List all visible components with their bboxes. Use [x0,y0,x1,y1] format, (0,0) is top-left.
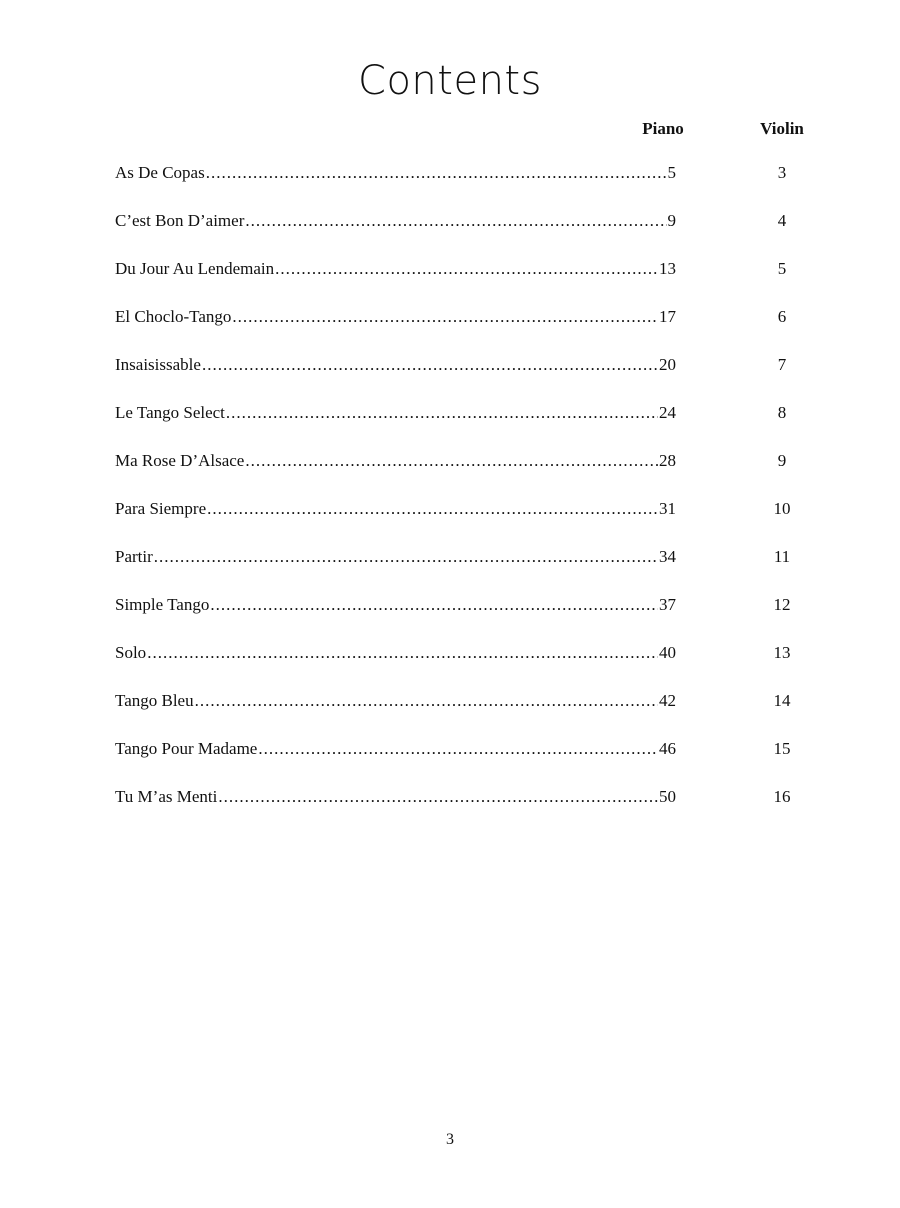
dot-leader [218,786,658,808]
dot-leader [210,594,658,616]
toc-entry [115,210,815,258]
toc-entry-violin-page: 13 [773,643,791,662]
toc-entry-violin-page: 3 [777,163,787,182]
dot-leader [275,258,658,280]
toc-entry-violin-page: 12 [773,595,791,614]
toc-entry-leader [115,690,676,712]
toc-entry [115,690,815,738]
toc-entry [115,402,815,450]
toc-entry-piano-page: 50 [659,787,676,806]
toc-entry-violin-page: 16 [773,787,791,806]
toc-entry-title: Ma Rose D’Alsace [115,451,245,470]
page-number: 3 [446,1131,454,1148]
toc-entry-piano-page: 5 [667,163,676,182]
toc-entry-piano-page: 13 [659,259,676,278]
toc-entry [115,258,815,306]
toc-entry [115,738,815,786]
toc-entry-leader [115,306,676,328]
column-header-piano: Piano [642,119,684,138]
toc-entry-piano-page: 46 [659,739,676,758]
dot-leader [147,642,658,664]
toc-entry [115,450,815,498]
dot-leader [202,354,658,376]
toc-entry-leader [115,546,676,568]
toc-entry-title: El Choclo-Tango [115,307,232,326]
toc-entry [115,642,815,690]
dot-leader [207,498,658,520]
toc-entry [115,498,815,546]
toc-entry-title: Du Jour Au Lendemain [115,259,275,278]
toc-entry-piano-page: 31 [659,499,676,518]
toc-entry-violin-page: 10 [773,499,791,518]
toc-entry-title: Le Tango Select [115,403,225,422]
toc-entry-piano-page: 42 [659,691,676,710]
toc-entry-title: Simple Tango [115,595,210,614]
toc-entry-piano-page: 37 [659,595,676,614]
toc-entry-title: Para Siempre [115,499,207,518]
toc-entry-leader [115,786,676,808]
toc-entry-violin-page: 11 [773,547,791,566]
toc-entry-piano-page: 9 [667,211,676,230]
toc-entry-violin-page: 5 [777,259,787,278]
toc-entry-piano-page: 40 [659,643,676,662]
toc-entry-violin-page: 15 [773,739,791,758]
toc-entry-leader [115,450,676,472]
page-title: Contents [358,58,542,104]
table-of-contents [115,162,815,834]
toc-entry [115,594,815,642]
dot-leader [206,162,667,184]
toc-entry-leader [115,738,676,760]
toc-entry-title: Partir [115,547,153,566]
toc-entry-leader [115,162,676,184]
toc-entry-leader [115,354,676,376]
toc-entry-violin-page: 9 [777,451,787,470]
toc-entry-leader [115,498,676,520]
toc-entry-piano-page: 20 [659,355,676,374]
toc-entry-title: As De Copas [115,163,205,182]
dot-leader [232,306,658,328]
toc-entry-leader [115,642,676,664]
toc-entry [115,162,815,210]
toc-entry-violin-page: 7 [777,355,787,374]
toc-entry [115,546,815,594]
toc-entry-title: Tango Pour Madame [115,739,258,758]
dot-leader [154,546,658,568]
toc-entry-leader [115,402,676,424]
toc-entry-violin-page: 6 [777,307,787,326]
toc-entry-title: Solo [115,643,147,662]
dot-leader [245,210,666,232]
toc-entry [115,786,815,834]
toc-entry-leader [115,594,676,616]
toc-entry-piano-page: 34 [659,547,676,566]
toc-entry-title: Insaisissable [115,355,201,374]
toc-entry-title: Tu M’as Menti [115,787,218,806]
dot-leader [258,738,658,760]
toc-entry-title: C’est Bon D’aimer [115,211,245,230]
toc-entry-violin-page: 4 [777,211,787,230]
dot-leader [195,690,658,712]
toc-entry-violin-page: 8 [777,403,787,422]
dot-leader [226,402,658,424]
toc-entry-leader [115,210,676,232]
toc-entry-title: Tango Bleu [115,691,194,710]
toc-entry [115,306,815,354]
toc-entry-leader [115,258,676,280]
toc-entry-piano-page: 28 [659,451,676,470]
dot-leader [245,450,658,472]
toc-entry-piano-page: 24 [659,403,676,422]
toc-entry-piano-page: 17 [659,307,676,326]
column-header-violin: Violin [760,119,804,138]
toc-entry [115,354,815,402]
toc-entry-violin-page: 14 [773,691,791,710]
